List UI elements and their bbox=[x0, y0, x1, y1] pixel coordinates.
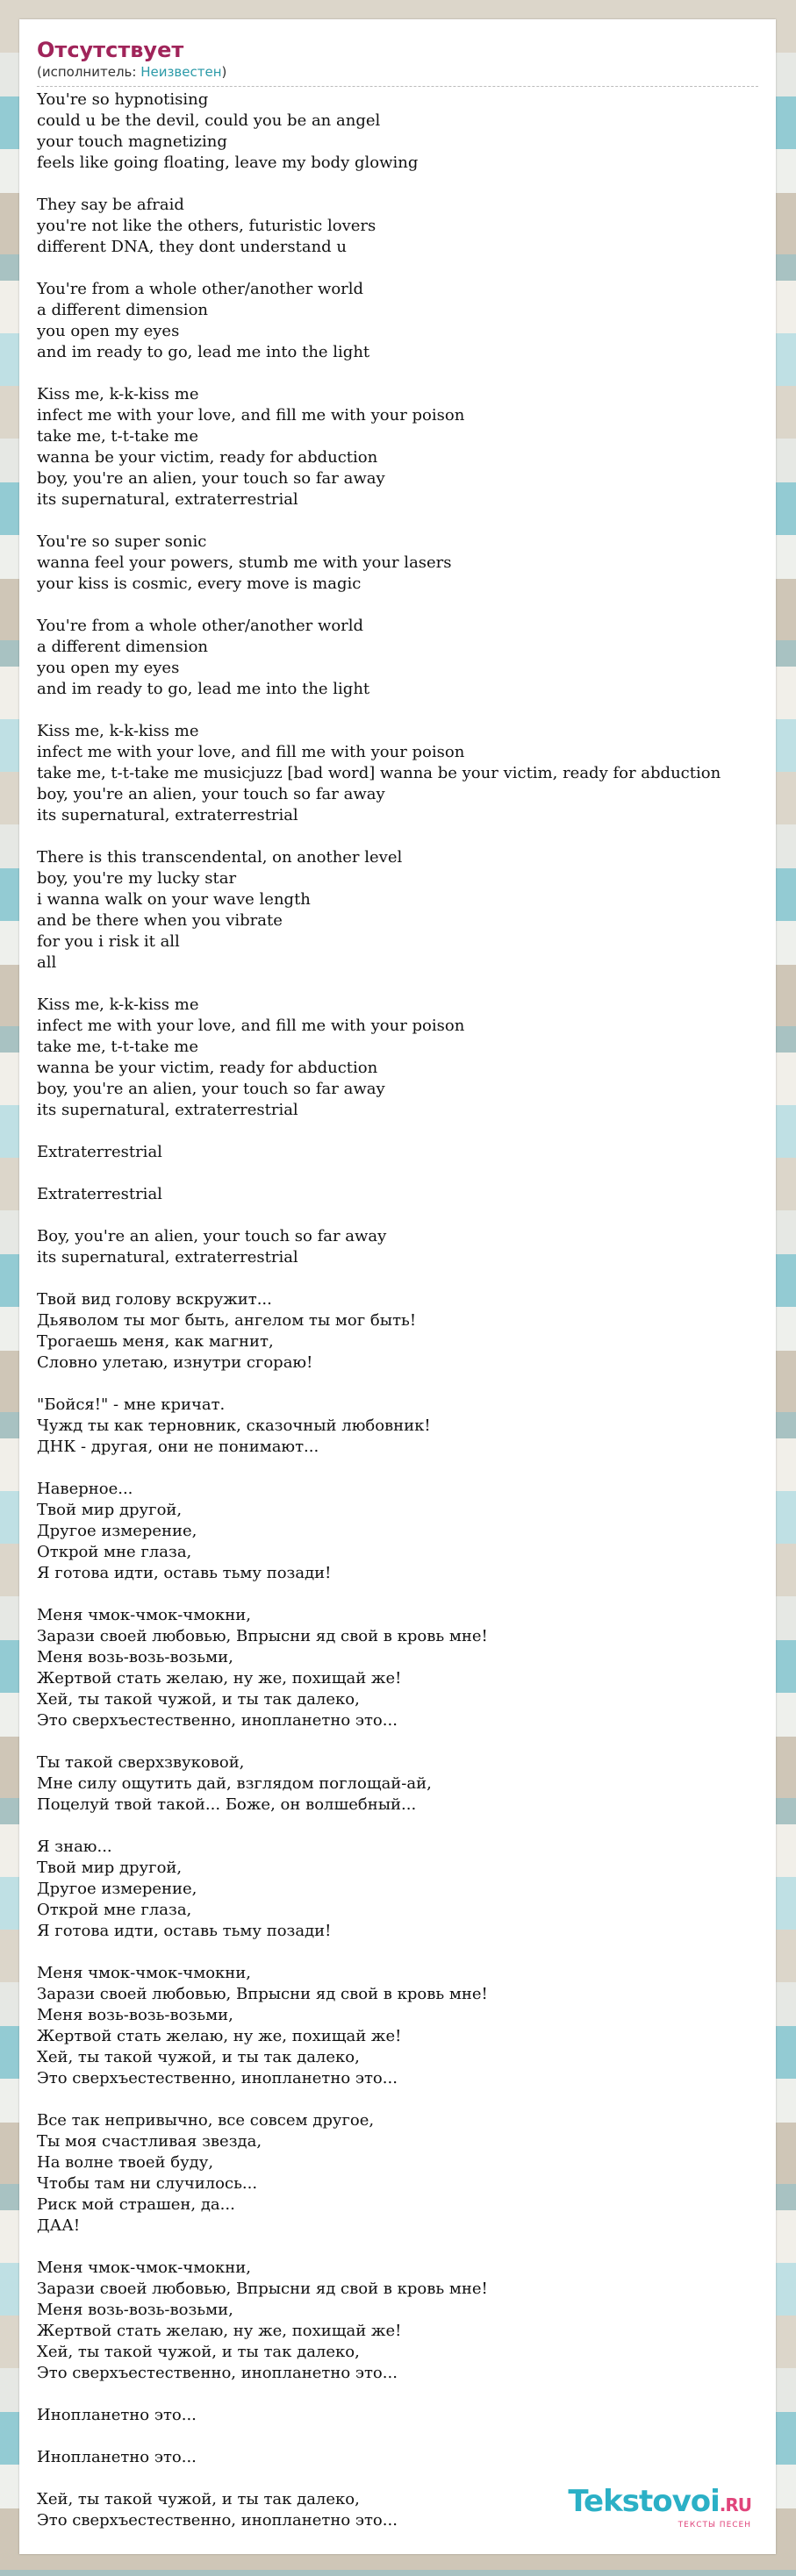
lyrics-stanza bbox=[37, 195, 796, 258]
lyrics-line: Твой мир другой, bbox=[37, 1859, 183, 1877]
lyrics-line: Чтобы там ни случилось... bbox=[37, 2174, 258, 2193]
lyrics-line: Все так непривычно, все совсем другое, bbox=[37, 2111, 375, 2130]
lyrics-line: You're so super sonic bbox=[37, 532, 207, 551]
lyrics-line: and im ready to go, lead me into the light bbox=[37, 680, 370, 698]
lyrics-line: Это сверхъестественно, инопланетно это... bbox=[37, 2069, 398, 2087]
lyrics-line: Жертвой стать желаю, ну же, похищай же! bbox=[37, 1669, 402, 1688]
lyrics-line: Чужд ты как терновник, сказочный любовник! bbox=[37, 1416, 431, 1435]
lyrics-stanza bbox=[37, 847, 796, 974]
lyrics-line: Ты такой сверхзвуковой, bbox=[37, 1753, 245, 1772]
song-header bbox=[37, 37, 758, 87]
lyrics-line: take me, t-t-take me musicjuzz [bad word] wanna be your victim, ready for abduction bbox=[37, 764, 721, 782]
lyrics-line: a different dimension bbox=[37, 301, 208, 319]
lyrics-line: Меня возь-возь-возьми, bbox=[37, 2301, 233, 2319]
lyrics-line: its supernatural, extraterrestrial bbox=[37, 1101, 298, 1119]
lyrics-stanza bbox=[37, 89, 796, 174]
lyrics-line: Риск мой страшен, да... bbox=[37, 2195, 235, 2214]
lyrics-line: Поцелуй твой такой... Боже, он волшебный... bbox=[37, 1795, 417, 1814]
lyrics-line: Kiss me, k-k-kiss me bbox=[37, 722, 199, 740]
lyrics-line: boy, you're my lucky star bbox=[37, 869, 237, 888]
lyrics-line: Словно улетаю, изнутри сгораю! bbox=[37, 1353, 313, 1372]
lyrics-line: Хей, ты такой чужой, и ты так далеко, bbox=[37, 2490, 360, 2508]
lyrics-line: take me, t-t-take me bbox=[37, 1038, 199, 1056]
lyrics-line: boy, you're an alien, your touch so far away bbox=[37, 785, 385, 803]
lyrics-body bbox=[37, 89, 796, 2552]
lyrics-line: Меня возь-возь-возьми, bbox=[37, 2006, 233, 2024]
lyrics-line: Kiss me, k-k-kiss me bbox=[37, 385, 199, 403]
lyrics-line: your touch magnetizing bbox=[37, 132, 227, 151]
lyrics-line: different DNA, they dont understand u bbox=[37, 238, 348, 256]
lyrics-sheet bbox=[19, 19, 776, 2554]
lyrics-line: and im ready to go, lead me into the light bbox=[37, 343, 370, 361]
lyrics-line: wanna be your victim, ready for abduction bbox=[37, 1059, 378, 1077]
artist-prefix: (исполнитель: bbox=[37, 64, 141, 80]
lyrics-line: Boy, you're an alien, your touch so far away bbox=[37, 1227, 387, 1245]
lyrics-line: There is this transcendental, on another level bbox=[37, 848, 403, 867]
lyrics-line: You're from a whole other/another world bbox=[37, 617, 364, 635]
lyrics-line: all bbox=[37, 953, 57, 972]
lyrics-line: infect me with your love, and fill me with your poison bbox=[37, 1017, 465, 1035]
lyrics-line: boy, you're an alien, your touch so far away bbox=[37, 469, 385, 488]
lyrics-line: Открой мне глаза, bbox=[37, 1901, 192, 1919]
lyrics-line: Это сверхъестественно, инопланетно это... bbox=[37, 2511, 398, 2530]
lyrics-line: wanna be your victim, ready for abduction bbox=[37, 448, 378, 467]
lyrics-line: You're from a whole other/another world bbox=[37, 280, 364, 298]
lyrics-line: Твой вид голову вскружит... bbox=[37, 1290, 272, 1309]
lyrics-line: Я готова идти, оставь тьму позади! bbox=[37, 1564, 332, 1582]
lyrics-line: infect me with your love, and fill me with your poison bbox=[37, 743, 465, 761]
lyrics-stanza bbox=[37, 1142, 796, 1163]
logo-wordmark bbox=[568, 2484, 751, 2520]
lyrics-stanza bbox=[37, 1963, 796, 2089]
lyrics-line: Меня чмок-чмок-чмокни, bbox=[37, 2258, 252, 2277]
artist-link[interactable]: Неизвестен bbox=[140, 64, 222, 80]
lyrics-line: Ты моя счастливая звезда, bbox=[37, 2132, 262, 2151]
lyrics-line: your kiss is cosmic, every move is magic bbox=[37, 574, 362, 593]
lyrics-stanza bbox=[37, 279, 796, 363]
lyrics-line: Другое измерение, bbox=[37, 1522, 197, 1540]
lyrics-line: infect me with your love, and fill me with your poison bbox=[37, 406, 465, 425]
lyrics-line: Extraterrestrial bbox=[37, 1185, 162, 1203]
lyrics-stanza bbox=[37, 2405, 796, 2426]
lyrics-line: its supernatural, extraterrestrial bbox=[37, 806, 298, 824]
lyrics-line: ДАА! bbox=[37, 2216, 81, 2235]
lyrics-line: Открой мне глаза, bbox=[37, 1543, 192, 1561]
lyrics-line: wanna feel your powers, stumb me with your lasers bbox=[37, 553, 452, 572]
lyrics-line: Я знаю... bbox=[37, 1837, 112, 1856]
lyrics-line: Kiss me, k-k-kiss me bbox=[37, 995, 199, 1014]
lyrics-line: Инопланетно это... bbox=[37, 2406, 197, 2424]
lyrics-line: Зарази своей любовью, Впрысни яд свой в кровь мне! bbox=[37, 1627, 488, 1645]
lyrics-line: You're so hypnotising bbox=[37, 90, 209, 109]
artist-suffix: ) bbox=[221, 64, 227, 80]
lyrics-line: Твой мир другой, bbox=[37, 1501, 183, 1519]
logo-name: Tekstovoi bbox=[568, 2484, 720, 2519]
lyrics-line: Наверное... bbox=[37, 1480, 133, 1498]
song-title: Отсутствует bbox=[37, 38, 184, 62]
lyrics-line: Трогаешь меня, как магнит, bbox=[37, 1332, 274, 1351]
lyrics-line: ДНК - другая, они не понимают... bbox=[37, 1438, 319, 1456]
lyrics-stanza bbox=[37, 1289, 796, 1374]
lyrics-line: На волне твоей буду, bbox=[37, 2153, 214, 2172]
lyrics-line: boy, you're an alien, your touch so far away bbox=[37, 1080, 385, 1098]
lyrics-line: Жертвой стать желаю, ну же, похищай же! bbox=[37, 2027, 402, 2045]
lyrics-line: Меня чмок-чмок-чмокни, bbox=[37, 1606, 252, 1624]
lyrics-stanza bbox=[37, 995, 796, 1121]
lyrics-line: you open my eyes bbox=[37, 659, 180, 677]
lyrics-line: i wanna walk on your wave length bbox=[37, 890, 311, 909]
lyrics-stanza bbox=[37, 532, 796, 595]
lyrics-line: Жертвой стать желаю, ну же, похищай же! bbox=[37, 2322, 402, 2340]
lyrics-stanza bbox=[37, 1184, 796, 1205]
lyrics-line: Это сверхъестественно, инопланетно это... bbox=[37, 2364, 398, 2382]
lyrics-line: its supernatural, extraterrestrial bbox=[37, 490, 298, 509]
lyrics-stanza bbox=[37, 1605, 796, 1731]
site-logo[interactable] bbox=[568, 2484, 751, 2530]
lyrics-line: Меня чмок-чмок-чмокни, bbox=[37, 1964, 252, 1982]
lyrics-stanza bbox=[37, 721, 796, 826]
lyrics-line: Это сверхъестественно, инопланетно это... bbox=[37, 1711, 398, 1730]
lyrics-line: Зарази своей любовью, Впрысни яд свой в кровь мне! bbox=[37, 1985, 488, 2003]
lyrics-line: Другое измерение, bbox=[37, 1880, 197, 1898]
lyrics-stanza bbox=[37, 1395, 796, 1458]
lyrics-stanza bbox=[37, 1837, 796, 1942]
lyrics-line: take me, t-t-take me bbox=[37, 427, 199, 446]
lyrics-line: Хей, ты такой чужой, и ты так далеко, bbox=[37, 1690, 360, 1709]
lyrics-stanza bbox=[37, 2447, 796, 2468]
lyrics-line: Мне силу ощутить дай, взглядом поглощай-ай, bbox=[37, 1774, 432, 1793]
logo-tld: .RU bbox=[719, 2494, 751, 2515]
lyrics-line: They say be afraid bbox=[37, 196, 184, 214]
lyrics-stanza bbox=[37, 1226, 796, 1268]
lyrics-line: its supernatural, extraterrestrial bbox=[37, 1248, 298, 1267]
lyrics-line: Инопланетно это... bbox=[37, 2448, 197, 2466]
lyrics-line: you're not like the others, futuristic lovers bbox=[37, 217, 376, 235]
lyrics-line: Зарази своей любовью, Впрысни яд свой в кровь мне! bbox=[37, 2280, 488, 2298]
artist-line bbox=[37, 63, 758, 81]
lyrics-stanza bbox=[37, 616, 796, 700]
lyrics-line: feels like going floating, leave my body glowing bbox=[37, 153, 419, 172]
lyrics-stanza bbox=[37, 2110, 796, 2237]
lyrics-line: Дьяволом ты мог быть, ангелом ты мог быть! bbox=[37, 1311, 417, 1330]
lyrics-line: Хей, ты такой чужой, и ты так далеко, bbox=[37, 2343, 360, 2361]
logo-tagline: ТЕКСТЫ ПЕСЕН bbox=[678, 2521, 751, 2530]
lyrics-line: Меня возь-возь-возьми, bbox=[37, 1648, 233, 1666]
lyrics-line: Extraterrestrial bbox=[37, 1143, 162, 1161]
lyrics-line: for you i risk it all bbox=[37, 932, 180, 951]
lyrics-line: could u be the devil, could you be an angel bbox=[37, 111, 381, 130]
lyrics-stanza bbox=[37, 2258, 796, 2384]
lyrics-line: and be there when you vibrate bbox=[37, 911, 283, 930]
lyrics-line: "Бойся!" - мне кричат. bbox=[37, 1395, 226, 1414]
lyrics-line: a different dimension bbox=[37, 638, 208, 656]
lyrics-stanza bbox=[37, 1479, 796, 1584]
lyrics-line: Хей, ты такой чужой, и ты так далеко, bbox=[37, 2048, 360, 2066]
lyrics-stanza bbox=[37, 1752, 796, 1816]
lyrics-stanza bbox=[37, 384, 796, 510]
lyrics-line: you open my eyes bbox=[37, 322, 180, 340]
lyrics-line: Я готова идти, оставь тьму позади! bbox=[37, 1922, 332, 1940]
